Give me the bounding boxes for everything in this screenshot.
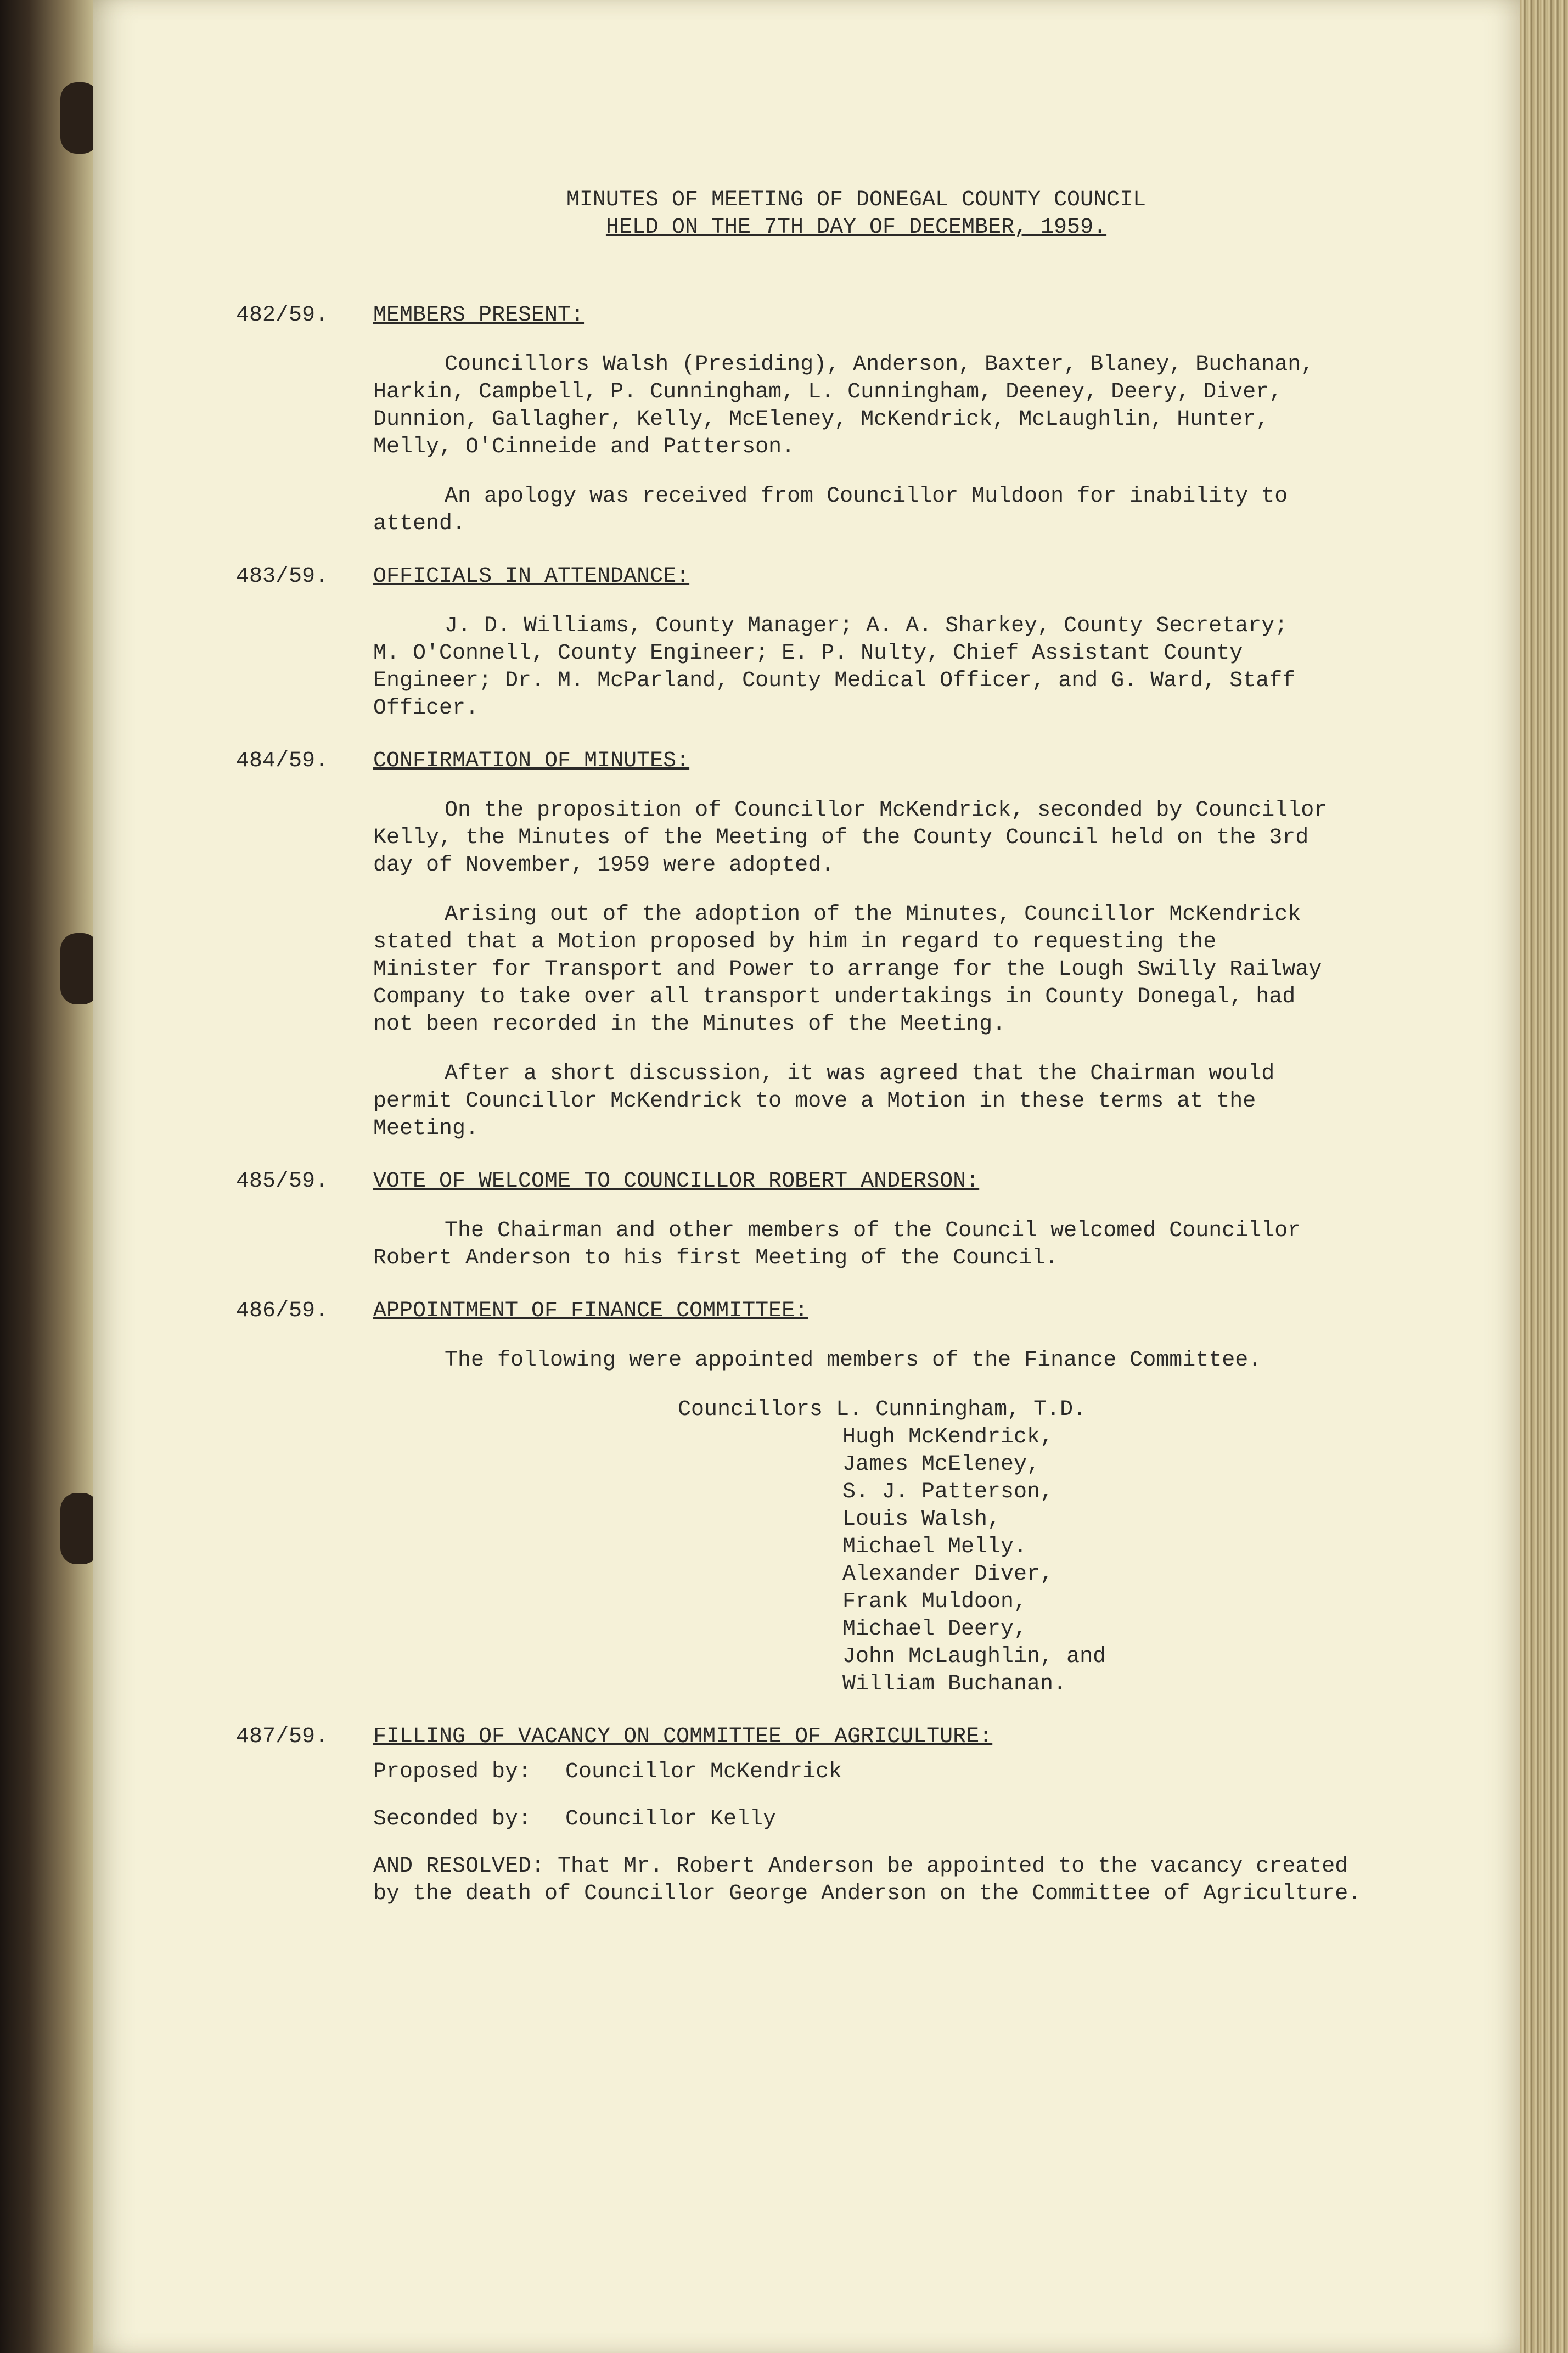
- item-paragraph: Councillors Walsh (Presiding), Anderson, Baxter, Blaney, Buchanan, Harkin, Campbell, P. Cunningham, L. Cunningham, Deeney, Deery, Diver, Dunnion, Gallagher, Kelly, McEleney, McKendrick, McLaughlin, Hunter, Melly, O'Cinneide and Patterson.: [373, 352, 1314, 459]
- list-item: Alexander Diver,: [842, 1562, 1054, 1587]
- minute-item: [236, 748, 1416, 1143]
- list-item: Michael Deery,: [842, 1617, 1027, 1642]
- minute-item: [236, 1723, 1416, 1908]
- proposed-label: Proposed by:: [373, 1760, 532, 1784]
- item-paragraph: On the proposition of Councillor McKendrick, seconded by Councillor Kelly, the Minutes of the Meeting of the County Council held on the 3rd day of November, 1959 were adopted.: [373, 798, 1328, 878]
- item-number: 484/59.: [236, 749, 329, 773]
- item-number: 486/59.: [236, 1299, 329, 1323]
- list-item: S. J. Patterson,: [842, 1480, 1054, 1504]
- item-paragraph: An apology was received from Councillor Muldoon for inability to attend.: [373, 484, 1288, 536]
- list-item: L. Cunningham, T.D.: [836, 1397, 1087, 1422]
- list-item: James McEleney,: [842, 1452, 1041, 1477]
- minutes-document: [236, 187, 1416, 1908]
- document-title: [296, 187, 1416, 242]
- title-line-2: HELD ON THE 7TH DAY OF DECEMBER, 1959.: [605, 215, 1107, 240]
- minute-item: [236, 1298, 1416, 1698]
- item-heading: MEMBERS PRESENT:: [373, 303, 585, 328]
- seconded-label: Seconded by:: [373, 1807, 532, 1832]
- list-item: John McLaughlin, and: [842, 1644, 1106, 1669]
- list-item: Michael Melly.: [842, 1535, 1027, 1559]
- minute-item: [236, 1168, 1416, 1272]
- list-item: Frank Muldoon,: [842, 1590, 1027, 1614]
- minute-item: [236, 563, 1416, 722]
- item-paragraph: Arising out of the adoption of the Minutes, Councillor McKendrick stated that a Motion proposed by him in regard to requesting the Minister for Transport and Power to arrange for the Lough Swilly Railway Company to take over all transport undertakings in County Donegal, had not been recorded in the Minutes of the Meeting.: [373, 902, 1322, 1037]
- item-paragraph: The following were appointed members of the Finance Committee.: [445, 1348, 1262, 1373]
- item-paragraph: J. D. Williams, County Manager; A. A. Sharkey, County Secretary; M. O'Connell, County Engineer; E. P. Nulty, Chief Assistant County Engineer; Dr. M. McParland, County Medical Officer, and G. Ward, Staff Officer.: [373, 614, 1296, 721]
- item-number: 482/59.: [236, 303, 329, 328]
- title-line-1: MINUTES OF MEETING OF DONEGAL COUNTY COUNCIL: [566, 188, 1147, 212]
- list-item: Hugh McKendrick,: [842, 1425, 1054, 1450]
- item-heading: APPOINTMENT OF FINANCE COMMITTEE:: [373, 1299, 808, 1323]
- list-lead: Councillors: [678, 1397, 823, 1422]
- book-gutter: [0, 0, 96, 2353]
- item-heading: VOTE OF WELCOME TO COUNCILLOR ROBERT ANDERSON:: [373, 1169, 980, 1194]
- item-number: 485/59.: [236, 1169, 329, 1194]
- proposed-row: [373, 1759, 1416, 1786]
- list-item: Louis Walsh,: [842, 1507, 1001, 1532]
- page-edges: [1520, 0, 1568, 2353]
- item-paragraph: After a short discussion, it was agreed that the Chairman would permit Councillor McKendrick to move a Motion in these terms at the Meeting.: [373, 1062, 1275, 1141]
- item-number: 483/59.: [236, 564, 329, 589]
- item-number: 487/59.: [236, 1725, 329, 1749]
- minute-item: [236, 302, 1416, 538]
- item-heading: CONFIRMATION OF MINUTES:: [373, 749, 690, 773]
- seconded-value: Councillor Kelly: [565, 1807, 777, 1832]
- list-item: William Buchanan.: [842, 1672, 1067, 1697]
- finance-committee-list: [678, 1396, 1416, 1698]
- seconded-row: [373, 1806, 1416, 1833]
- resolution-text: AND RESOLVED: That Mr. Robert Anderson be appointed to the vacancy created by the death of Councillor George Anderson on the Committee of Agriculture.: [373, 1854, 1362, 1906]
- item-heading: OFFICIALS IN ATTENDANCE:: [373, 564, 690, 589]
- item-paragraph: The Chairman and other members of the Council welcomed Councillor Robert Anderson to his first Meeting of the Council.: [373, 1218, 1301, 1271]
- proposed-value: Councillor McKendrick: [565, 1760, 842, 1784]
- item-heading: FILLING OF VACANCY ON COMMITTEE OF AGRICULTURE:: [373, 1725, 993, 1749]
